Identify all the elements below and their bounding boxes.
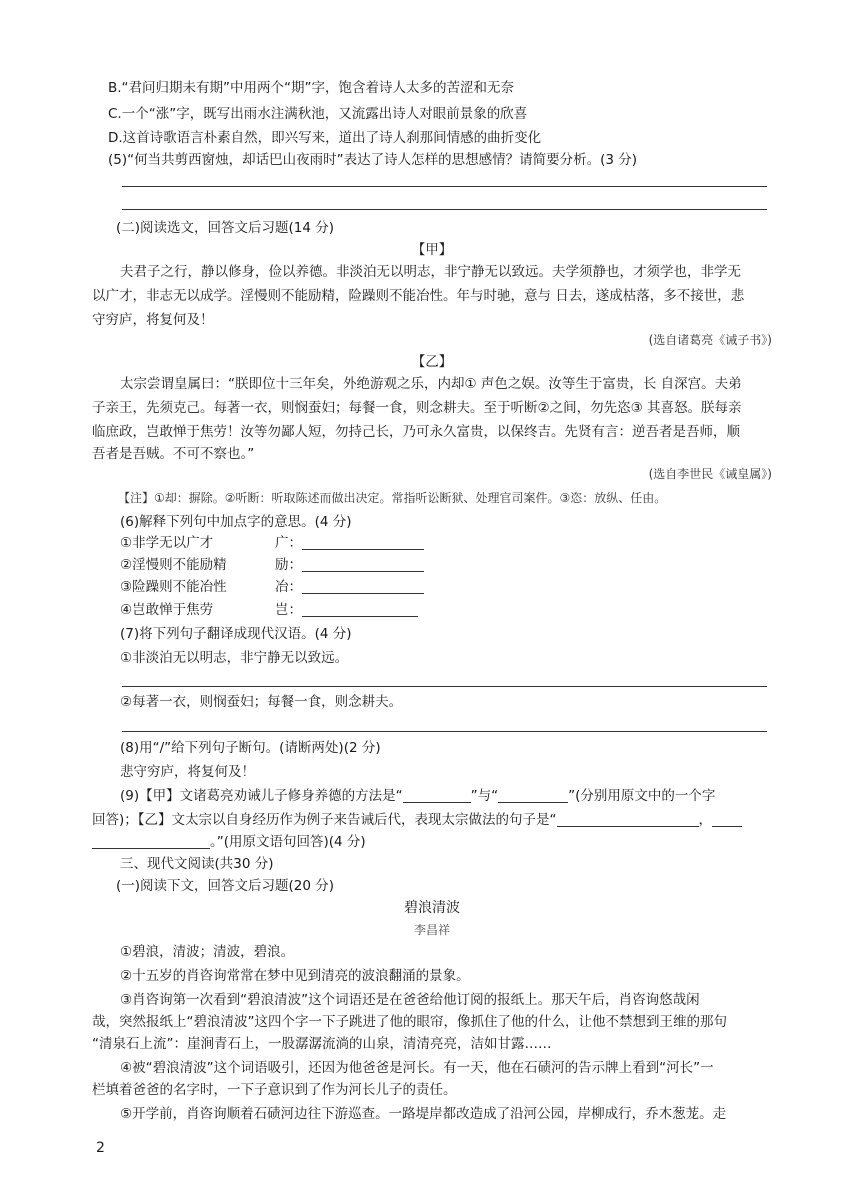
q9-text: 回答)；【乙】文太宗以自身经历作为例子来告诫后代，表现太宗做法的句子是“ bbox=[92, 812, 557, 828]
q7-sentence-1: ①非淡泊无以明志，非宁静无以致远。 bbox=[120, 650, 349, 666]
answer-line bbox=[122, 186, 767, 187]
q8-sentence: 悲守穷庐，将复何及！ bbox=[120, 764, 255, 780]
question-8: (8)用“/”给下列句子断句。(请断两处)(2 分) bbox=[120, 740, 381, 756]
article-paragraph: ②十五岁的肖咨询常常在梦中见到清亮的波浪翻涌的景象。 bbox=[120, 968, 470, 984]
option-b: B.“君问归期未有期”中用两个“期”字，饱含着诗人太多的苦涩和无奈 bbox=[108, 80, 515, 96]
answer-blank[interactable] bbox=[302, 557, 424, 572]
passage-jia-line: 以广才，非志无以成学。淫慢则不能励精，险躁则不能冶性。年与时驰，意与 日去，遂成枯落，多不接世，悲 bbox=[92, 288, 745, 304]
article-author: 李昌祥 bbox=[413, 923, 450, 937]
passage-yi-line: 太宗尝谓皇属曰：“朕即位十三年矣，外绝游观之乐，内却① 声色之娱。汝等生于富贵，长 自深宫。夫弟 bbox=[120, 376, 742, 392]
article-paragraph: 哉，突然报纸上“碧浪清波”这四个字一下子跳进了他的眼帘，像抓住了他的什么，让他不禁想到王维的那句 bbox=[92, 1014, 727, 1030]
answer-blank[interactable] bbox=[403, 788, 471, 803]
q6-sentence: ④岂敢惮于焦劳 bbox=[120, 602, 214, 618]
passage-jia-line: 夫君子之行，静以修身，俭以养德。非淡泊无以明志，非宁静无以致远。夫学须静也，才须学也，非学无 bbox=[120, 264, 741, 280]
q6-sentence: ②淫慢则不能励精 bbox=[120, 557, 227, 573]
page-number: 2 bbox=[96, 1140, 105, 1156]
q6-char: 广： bbox=[275, 535, 302, 551]
annotations: 【注】①却：摒除。②听断：听取陈述而做出决定。常指听讼断狱、处理官司案件。③恣：放纵、任由。 bbox=[118, 491, 667, 505]
section-2-heading: (二)阅读选文，回答文后习题(14 分) bbox=[116, 220, 335, 236]
passage-jia-source: (选自诸葛亮《诫子书》) bbox=[648, 333, 772, 347]
answer-blank[interactable] bbox=[557, 812, 699, 827]
option-c: C.一个“涨”字，既写出雨水注满秋池，又流露出诗人对眼前景象的欣喜 bbox=[108, 106, 528, 122]
answer-blank[interactable] bbox=[302, 579, 424, 594]
answer-blank[interactable] bbox=[712, 812, 742, 827]
q7-sentence-2: ②每著一衣，则悯蚕妇；每餐一食，则念耕夫。 bbox=[120, 694, 403, 710]
article-title: 碧浪清波 bbox=[404, 900, 460, 916]
q9-text: ， bbox=[698, 812, 713, 828]
answer-blank[interactable] bbox=[302, 535, 424, 550]
answer-line bbox=[122, 686, 767, 687]
passage-yi-line: 临庶政，岂敢惮于焦劳！汝等勿鄙人短，勿持己长，乃可永久富贵，以保终吉。先贤有言：逆吾者是吾师，顺 bbox=[92, 424, 740, 440]
q6-item bbox=[120, 577, 800, 597]
article-paragraph: 栏填着爸爸的名字时，一下子意识到了作为河长儿子的责任。 bbox=[92, 1082, 457, 1098]
q6-char: 岂： bbox=[275, 602, 302, 618]
q9-text: ”与“ bbox=[470, 788, 499, 804]
question-9-cont bbox=[92, 832, 772, 852]
q6-item bbox=[120, 555, 800, 575]
question-9-cont bbox=[92, 810, 772, 830]
q9-text: ”(分别用原文中的一个字 bbox=[568, 788, 716, 804]
passage-yi-label: 【乙】 bbox=[411, 354, 453, 370]
answer-blank[interactable] bbox=[302, 602, 418, 617]
passage-yi-source: (选自李世民《诫皇属》) bbox=[648, 467, 772, 481]
q9-text: 。”(用原文语句回答)(4 分) bbox=[210, 834, 366, 850]
q6-item bbox=[120, 533, 800, 553]
subsection-1-heading: (一)阅读下文，回答文后习题(20 分) bbox=[116, 878, 335, 894]
question-9 bbox=[120, 786, 800, 806]
answer-line bbox=[122, 731, 767, 732]
question-5: (5)“何当共剪西窗烛，却话巴山夜雨时”表达了诗人怎样的思想感情？请简要分析。(3 分) bbox=[108, 152, 638, 168]
q6-char: 冶： bbox=[275, 579, 302, 595]
article-paragraph: “清泉石上流”：崖涧青石上，一股潺潺流淌的山泉，清清亮亮，洁如甘露…… bbox=[92, 1036, 552, 1052]
passage-jia-line: 守穷庐，将复何及！ bbox=[92, 312, 214, 328]
section-3-heading: 三、现代文阅读(共30 分) bbox=[120, 856, 274, 872]
answer-blank[interactable] bbox=[92, 834, 210, 849]
article-paragraph: ①碧浪，清波；清波，碧浪。 bbox=[120, 944, 295, 960]
option-d: D.这首诗歌语言朴素自然，即兴写来，道出了诗人刹那间情感的曲折变化 bbox=[108, 130, 542, 146]
article-paragraph: ③肖咨询第一次看到“碧浪清波”这个词语还是在爸爸给他订阅的报纸上。那天午后，肖咨询悠哉闲 bbox=[120, 992, 700, 1008]
question-6: (6)解释下列句中加点字的意思。(4 分) bbox=[120, 514, 352, 530]
passage-yi-line: 子亲王，先须克己。每著一衣，则悯蚕妇；每餐一食，则念耕夫。至于听断②之间，勿先恣③ 其喜怒。朕每亲 bbox=[92, 400, 742, 416]
passage-yi-line: 吾者是吾贼。不可不察也。” bbox=[92, 446, 255, 462]
question-7: (7)将下列句子翻译成现代汉语。(4 分) bbox=[120, 626, 352, 642]
q6-sentence: ③险躁则不能冶性 bbox=[120, 579, 227, 595]
q6-item bbox=[120, 600, 800, 620]
q6-char: 励： bbox=[275, 557, 302, 573]
q9-text: (9)【甲】文诸葛亮劝诫儿子修身养德的方法是“ bbox=[120, 788, 403, 804]
passage-jia-label: 【甲】 bbox=[411, 242, 453, 258]
article-paragraph: ⑤开学前，肖咨询顺着石碛河边往下游巡查。一路堤岸都改造成了沿河公园，岸柳成行，乔木葱茏。走 bbox=[120, 1106, 727, 1122]
answer-line bbox=[122, 209, 767, 210]
answer-blank[interactable] bbox=[498, 788, 568, 803]
article-paragraph: ④被“碧浪清波”这个词语吸引，还因为他爸爸是河长。有一天，他在石碛河的告示牌上看到“河长”一 bbox=[120, 1060, 714, 1076]
q6-sentence: ①非学无以广才 bbox=[120, 535, 214, 551]
